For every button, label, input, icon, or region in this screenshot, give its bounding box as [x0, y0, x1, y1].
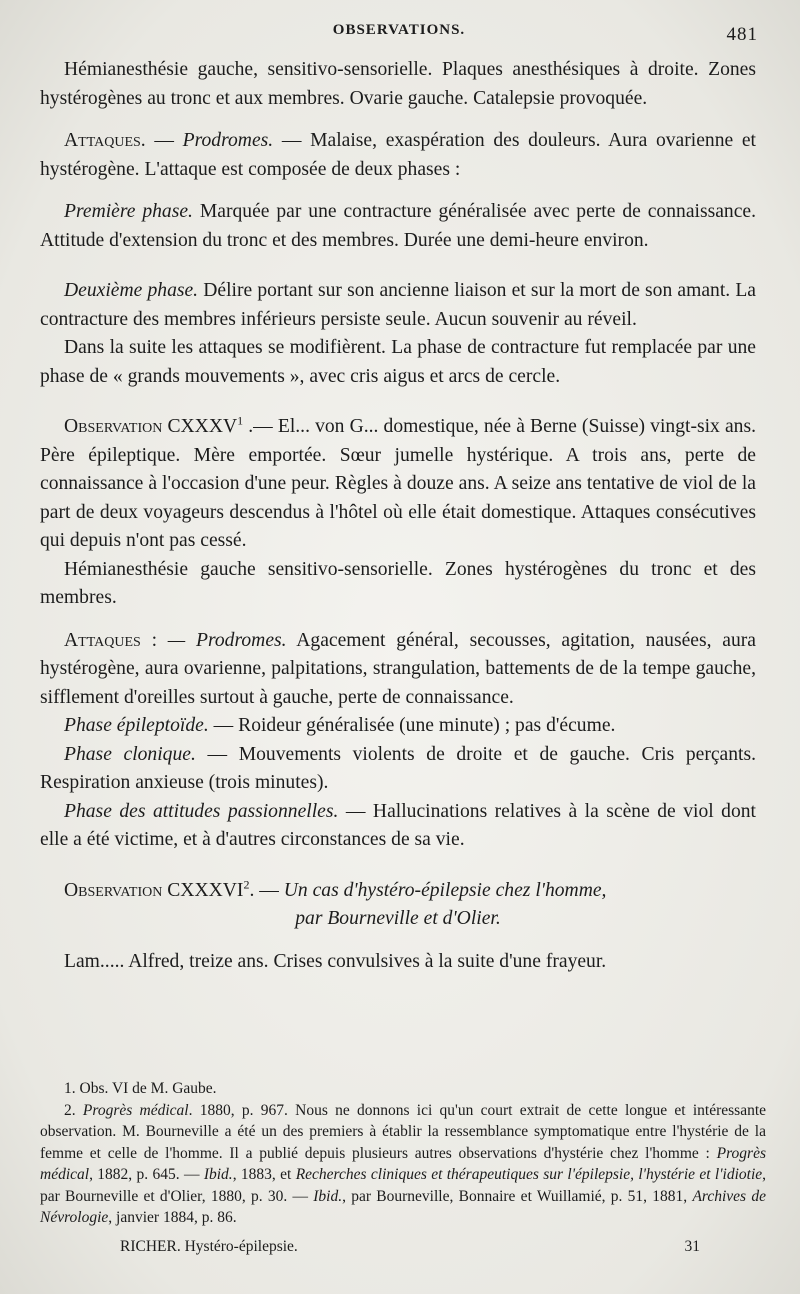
paragraph: [40, 413, 756, 556]
page-number: 481: [726, 24, 758, 45]
paragraph: [40, 198, 756, 255]
paragraph: [40, 798, 756, 855]
observation-label: Observation CXXXV: [64, 416, 238, 437]
paragraph-text: — Roideur généralisée (une minute) ; pas d'écume.: [208, 715, 616, 736]
citation: Progrès médical: [40, 1144, 766, 1183]
paragraph: [40, 712, 756, 741]
paragraph: [40, 741, 756, 798]
paragraph: Lam..... Alfred, treize ans. Crises convulsives à la suite d'une frayeur.: [64, 950, 607, 972]
footnotes: [40, 1078, 766, 1229]
emphasis: Première phase.: [64, 201, 193, 222]
footnote-text: , 1882, p. 645. —: [89, 1166, 204, 1183]
citation: Archives de Névrologie: [40, 1187, 766, 1226]
footnote-text: , par Bourneville, Bonnaire et Wuillamié, p. 51, 1881,: [342, 1187, 693, 1205]
emphasis: Phase clonique.: [64, 743, 196, 765]
signature-mark: RICHER. Hystéro-épilepsie.: [120, 1238, 298, 1255]
paragraph-text: — Hallucinations relatives à la scène de viol dont elle a été victime, et à d'autres circonstances de sa vie.: [40, 800, 757, 850]
emphasis: Phase épileptoïde.: [64, 715, 209, 736]
emphasis: — Prodromes.: [157, 629, 287, 651]
paragraph-text: . —: [249, 879, 284, 901]
emphasis: Un cas d'hystéro-épilepsie chez l'homme,: [283, 879, 607, 901]
footnote: 1. Obs. VI de M. Gaube.: [64, 1080, 217, 1097]
paragraph-text: — Malaise, exaspération des douleurs. Aura ovarienne et hystérogène. L'attaque est composée de deux phases :: [40, 130, 757, 180]
footnote-text: . 1880, p. 967. Nous ne donnons ici qu'un court extrait de cette longue et intéressante observation. M. Bourneville a été un des premiers à établir la ressemblance symptomatique entre l'hystérie de la femme et celle de l'homme. Il a publié depuis plusieurs autres observations d'hystérie chez l'homme :: [40, 1101, 767, 1162]
section-label: Attaques.: [64, 130, 146, 151]
emphasis: Prodromes.: [182, 130, 274, 151]
footnote: [40, 1100, 766, 1229]
paragraph: Hémianesthésie gauche sensitivo-sensorielle. Zones hystérogènes du tronc et des membres.: [40, 558, 756, 608]
running-head: [40, 22, 758, 48]
paragraph: Hémianesthésie gauche, sensitivo-sensorielle. Plaques anesthésiques à droite. Zones hystérogènes au tronc et aux membres. Ovarie gauche. Catalepsie provoquée.: [40, 59, 756, 109]
paragraph: [40, 627, 756, 713]
citation: Ibid.: [313, 1187, 343, 1205]
paragraph-text: — Mouvements violents de droite et de gauche. Cris perçants. Respiration anxieuse (trois minutes).: [40, 743, 757, 793]
footnote-ref: 1: [237, 413, 244, 428]
paragraph: Attaques. — Prodromes. — Malaise, exaspération des douleurs. Aura ovarienne et hystérogène. L'attaque est composée de deux phases :: [40, 130, 757, 180]
paragraph: [40, 277, 756, 334]
footnote-text: , par Bourneville et d'Olier, 1880, p. 30. —: [40, 1166, 767, 1205]
observation-heading-continued: par Bourneville et d'Olier.: [295, 908, 501, 929]
section-label: Attaques :: [64, 629, 158, 651]
sheet-number: 31: [684, 1238, 700, 1255]
paragraph-text: Marquée par une contracture généralisée avec perte de connaissance. Attitude d'extension du tronc et des membres. Durée une demi-heure environ.: [40, 201, 756, 251]
observation-label: Observation CXXXVI: [64, 879, 244, 901]
main-text: [40, 56, 756, 976]
paragraph-text: Délire portant sur son ancienne liaison et sur la mort de son amant. La contracture des membres inférieurs persiste seule. Aucun souvenir au réveil.: [40, 280, 757, 330]
footnote-text: , janvier 1884, p. 86.: [108, 1209, 237, 1226]
observation-heading: [40, 877, 756, 906]
citation: Progrès médical: [82, 1101, 189, 1119]
paragraph: Dans la suite les attaques se modifièrent. La phase de contracture fut remplacée par une phase de « grands mouvements », avec cris aigus et arcs de cercle.: [40, 337, 756, 387]
footnote-text: , 1883, et: [232, 1166, 296, 1183]
citation: Ibid.: [203, 1166, 233, 1183]
footnote-ref: 2: [243, 876, 250, 891]
citation: Recherches cliniques et thérapeutiques sur l'épilepsie, l'hystérie et l'idiotie: [295, 1166, 763, 1183]
emphasis: Phase des attitudes passionnelles.: [64, 800, 339, 822]
paragraph-text: .— El... von G... domestique, née à Berne (Suisse) vingt-six ans. Père épileptique. Mère emportée. Sœur jumelle hystérique. A trois ans, perte de connaissance à l'occasion d'une peur. Règles à douze ans. A seize ans tentative de viol de la part de deux voyageurs descendus à l'hôtel où elle était domestique. Attaques consécutives qui depuis n'ont pas cessé.: [40, 416, 756, 551]
running-head-title: OBSERVATIONS.: [332, 22, 466, 38]
emphasis: Deuxième phase.: [64, 280, 199, 301]
footnote-number: 2.: [64, 1101, 83, 1119]
paragraph-text: Agacement général, secousses, agitation, nausées, aura hystérogène, aura ovarienne, palpitations, strangulation, battements de de la tempe gauche, sifflement d'oreilles surtout à gauche, perte de connaissance.: [40, 629, 756, 708]
